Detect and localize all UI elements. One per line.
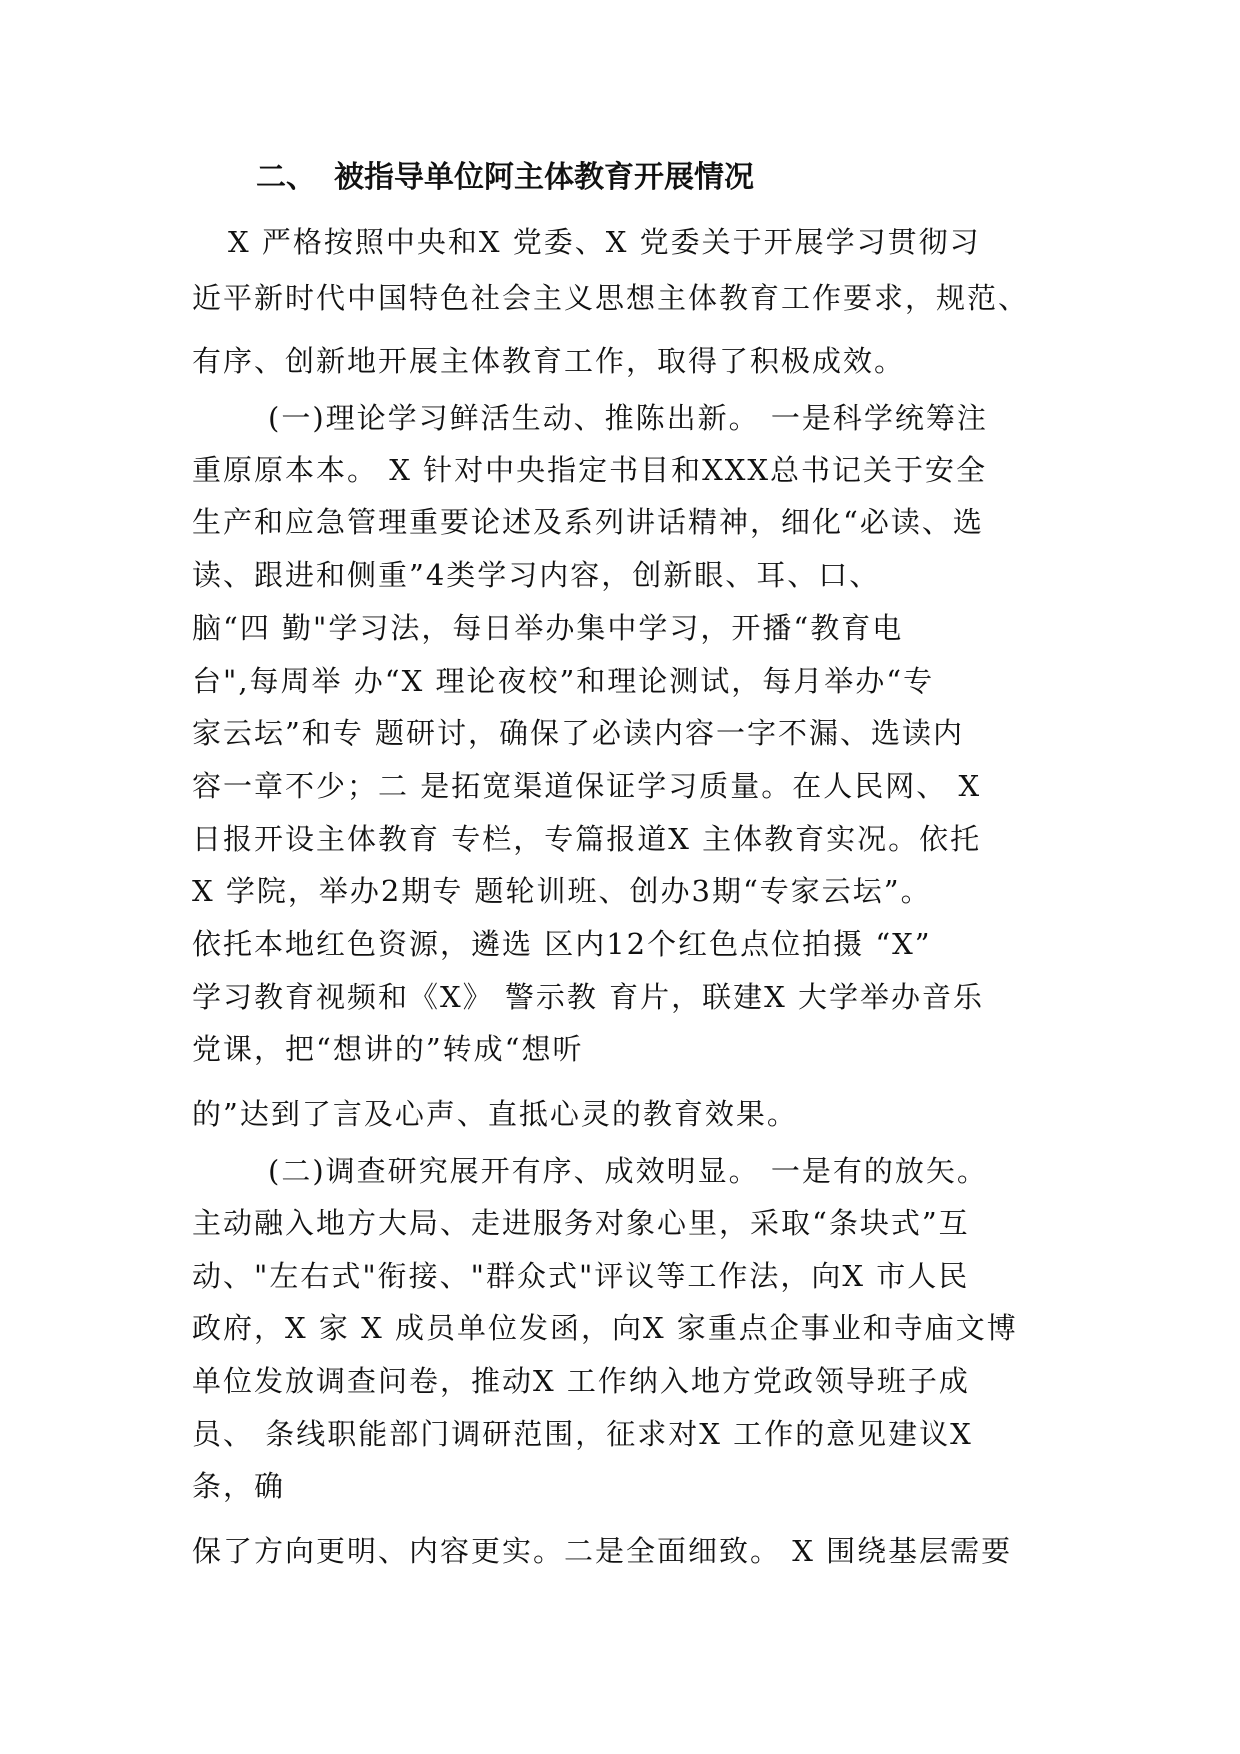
paragraph-line: 单位发放调查问卷，推动X 工作纳入地方党政领导班子成 bbox=[192, 1364, 970, 1398]
section-title: 被指导单位阿主体教育开展情况 bbox=[334, 160, 754, 195]
paragraph-line: 读、跟进和侧重”4类学习内容，创新眼、耳、口、 bbox=[192, 558, 881, 592]
section-heading bbox=[256, 158, 754, 198]
paragraph-line: 家云坛”和专 题研讨，确保了必读内容一字不漏、选读内 bbox=[192, 716, 965, 750]
paragraph-line: 条，确 bbox=[192, 1469, 286, 1503]
paragraph-line: 有序、创新地开展主体教育工作，取得了积极成效。 bbox=[192, 344, 906, 378]
paragraph-line: 的”达到了言及心声、直抵心灵的教育效果。 bbox=[192, 1097, 798, 1131]
paragraph-line: 党课，把“想讲的”转成“想听 bbox=[192, 1032, 584, 1066]
section-number: 二、 bbox=[256, 160, 316, 195]
paragraph-line: 台",每周举 办“X 理论夜校”和理论测试，每月举办“专 bbox=[192, 664, 935, 698]
paragraph-line: X 学院，举办2期专 题轮训班、创办3期“专家云坛”。 bbox=[192, 874, 932, 908]
paragraph-line: 动、"左右式"衔接、"群众式"评议等工作法，向X 市人民 bbox=[192, 1259, 970, 1293]
paragraph-line: (二)调查研究展开有序、成效明显。 一是有的放矢。 bbox=[268, 1154, 988, 1188]
paragraph-line: 保了方向更明、内容更实。二是全面细致。 X 围绕基层需要 bbox=[192, 1534, 1013, 1568]
paragraph-line: (一)理论学习鲜活生动、推陈出新。 一是科学统筹注 bbox=[268, 401, 988, 435]
paragraph-line: 学习教育视频和《X》 警示教 育片，联建X 大学举办音乐 bbox=[192, 980, 984, 1014]
paragraph-line: 员、 条线职能部门调研范围，征求对X 工作的意见建议X bbox=[192, 1417, 973, 1451]
paragraph-line: 主动融入地方大局、走进服务对象心里，采取“条块式”互 bbox=[192, 1206, 970, 1240]
paragraph-line: 重原原本本。 X 针对中央指定书目和XXX总书记关于安全 bbox=[192, 453, 988, 487]
paragraph-line: 生产和应急管理重要论述及系列讲话精神，细化“必读、选 bbox=[192, 505, 984, 539]
paragraph-line: X 严格按照中央和X 党委、X 党委关于开展学习贯彻习 bbox=[228, 225, 981, 259]
paragraph-line: 依托本地红色资源，遴选 区内12个红色点位拍摄 “X” bbox=[192, 927, 932, 961]
paragraph-line: 日报开设主体教育 专栏，专篇报道X 主体教育实况。依托 bbox=[192, 822, 982, 856]
paragraph-line: 政府，X 家 X 成员单位发函，向X 家重点企事业和寺庙文博 bbox=[192, 1311, 1018, 1345]
paragraph-line: 脑“四 勤"学习法，每日举办集中学习，开播“教育电 bbox=[192, 611, 904, 645]
paragraph-line: 近平新时代中国特色社会主义思想主体教育工作要求，规范、 bbox=[192, 281, 1030, 315]
paragraph-line: 容一章不少；二 是拓宽渠道保证学习质量。在人民网、 X bbox=[192, 769, 982, 803]
